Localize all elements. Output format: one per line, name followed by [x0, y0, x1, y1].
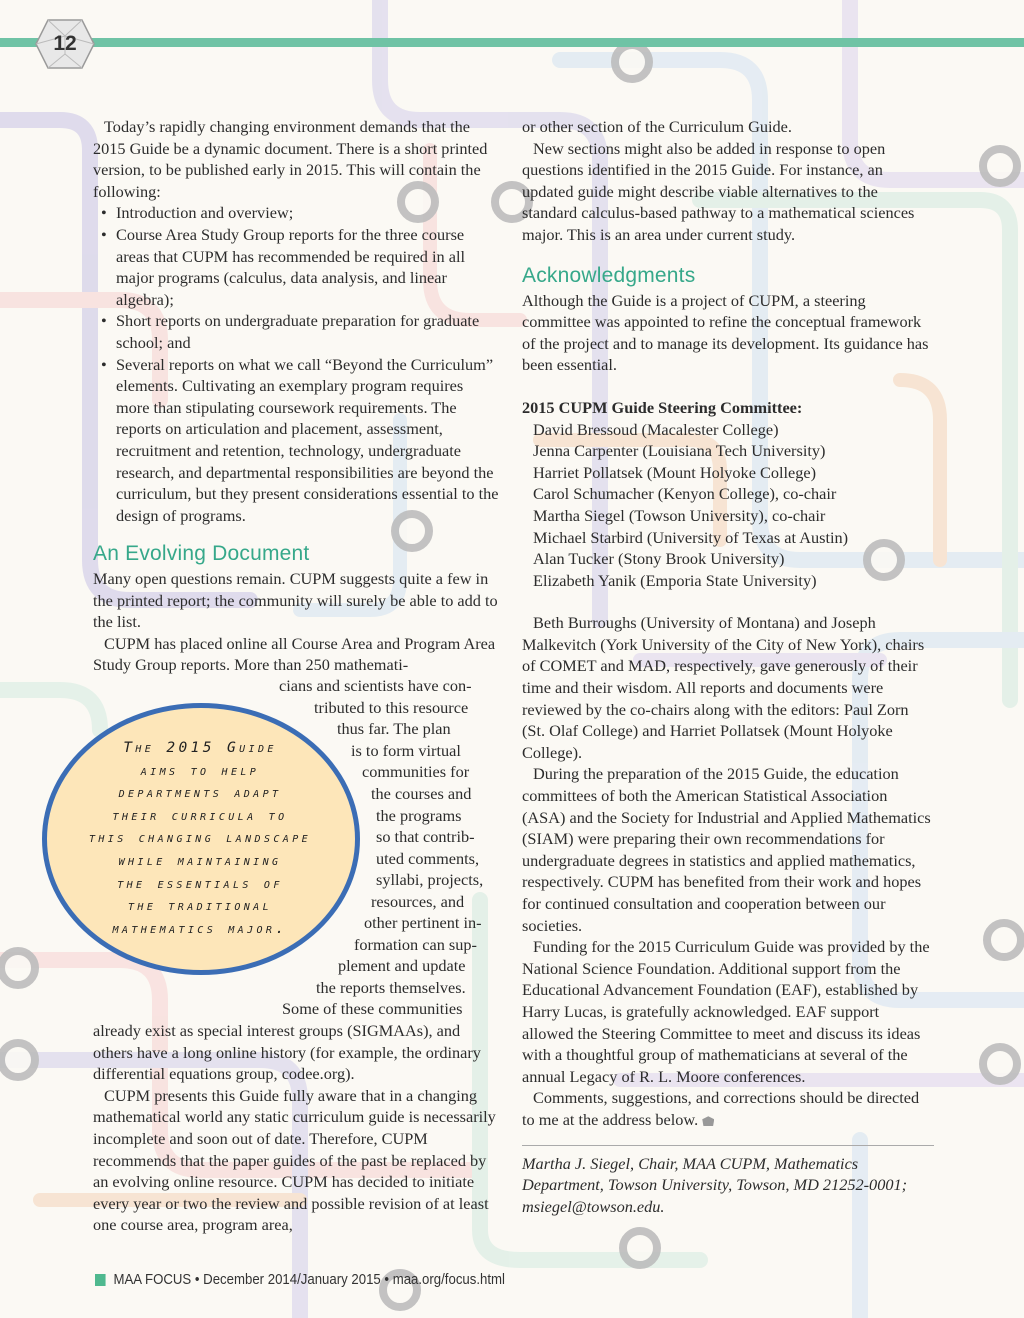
paragraph: Although the Guide is a project of CUPM, a steering committee was appointed to refine the conceptual framework of the project and to manage its development. Its guidance has been essential.	[522, 290, 929, 375]
pull-quote-line: the essentials of	[117, 875, 283, 892]
right-column	[522, 116, 934, 1217]
list-item: Elizabeth Yanik (Emporia State University)	[533, 570, 817, 590]
pull-quote-line: The 2015 Guide	[123, 740, 277, 756]
evolving-section	[93, 540, 499, 676]
paragraph: CUPM presents this Guide fully aware that in a changing mathematical world any static curriculum guide is necessarily incomplete and soon out of date. Therefore, CUPM recommends that the paper guides of the past be replaced by an evolving online resource. CUPM has decided to initiate every year or two the review and possible revision of at least one course area, program area,	[93, 1085, 496, 1235]
text-line: Some of these communities	[282, 999, 463, 1018]
pull-quote-line: their curricula to	[112, 807, 288, 824]
page-footer	[95, 1271, 505, 1288]
paragraph: or other section of the Curriculum Guide.	[522, 117, 792, 136]
committee-list	[522, 419, 934, 592]
text-line: the programs	[376, 806, 462, 825]
text-line: is to form virtual	[351, 741, 461, 760]
page-number: 12	[53, 32, 77, 55]
header-rule	[0, 38, 1024, 47]
list-item: Jenna Carpenter (Louisiana Tech University)	[533, 441, 826, 461]
text-line: plement and update	[338, 956, 466, 975]
text-line: resources, and	[371, 892, 465, 911]
list-item: Martha Siegel (Towson University), co-chair	[533, 505, 826, 525]
pull-quote-line: aims to help	[140, 762, 260, 779]
footer-square-icon	[95, 1274, 106, 1286]
committee-title: 2015 CUPM Guide Steering Committee:	[522, 397, 803, 417]
left-column-bottom	[93, 1020, 499, 1236]
intro-paragraph: Today’s rapidly changing environment demands that the 2015 Guide be a dynamic document. There is a short printed version, to be published early in 2015. This will contain the following:	[93, 117, 488, 201]
paragraph: CUPM has placed online all Course Area and Program Area Study Group reports. More than 250 mathemati-	[93, 633, 496, 675]
text-line: cians and scientists have con-	[279, 676, 472, 695]
left-column	[93, 116, 499, 526]
paragraph: Many open questions remain. CUPM suggests quite a few in the printed report; the community will surely be able to add to the list.	[93, 569, 498, 632]
contents-list	[93, 202, 499, 526]
pull-quote-text	[55, 737, 345, 940]
paragraph: During the preparation of the 2015 Guide, the education committees of both the American Statistical Association (ASA) and the Society for Industrial and Applied Mathematics (SIAM) were preparing their own recommendations for undergraduate degrees in statistics and applied mathematics, respectively. CUPM has benefited from their work and hopes for continued consultation and cooperation between our societies.	[522, 764, 931, 935]
text-line: communities for	[362, 762, 470, 781]
paragraph: New sections might also be added in response to open questions identified in the 2015 Guide. For instance, an updated guide might describe viable alternatives to the standard calculus-based pathway to a mathematical sciences major. This is an area under current study.	[522, 138, 915, 244]
list-item: Carol Schumacher (Kenyon College), co-chair	[533, 484, 837, 504]
list-item: Alan Tucker (Stony Brook University)	[533, 549, 785, 569]
list-item: • Course Area Study Group reports for the three course areas that CUPM has recommended be required in all major programs (calculus, data analysis, and linear algebra);	[116, 224, 499, 310]
list-item: • Several reports on what we call “Beyond the Curriculum” elements. Cultivating an exemplary program requires more than stipulating coursework requirements. The reports on articulation and placement, assessment, recruitment and retention, technology, undergraduate research, and departmental responsibilities are beyond the curriculum, but they present considerations essential to the design of programs.	[116, 354, 499, 527]
list-item: • Introduction and overview;	[116, 202, 499, 224]
text-line: tributed to this resource	[314, 698, 469, 717]
pull-quote-line: the traditional	[127, 898, 273, 915]
section-heading-evolving: An Evolving Document	[93, 542, 310, 565]
paragraph: Funding for the 2015 Curriculum Guide was provided by the National Science Foundation. Additional support from the Educational Advancement Foundation (EAF), established by Harry Lucas, is gratefully acknowledged. EAF support allowed the Steering Committee to meet and discuss its ideas with a thoughtful group of mathematicians at several of the annual Legacy of R. L. Moore conferences.	[522, 937, 930, 1086]
author-signature: Martha J. Siegel, Chair, MAA CUPM, Mathematics Department, Towson University, Towson, MD 21252-0001; msiegel@towson.edu.	[522, 1145, 934, 1218]
closing-text: Comments, suggestions, and corrections should be directed to me at the address below.	[522, 1088, 920, 1129]
text-line: so that contrib-	[376, 827, 475, 846]
pull-quote-line: while maintaining	[118, 852, 282, 869]
pull-quote-line: mathematics major.	[112, 920, 288, 937]
text-line: the reports themselves.	[316, 978, 466, 997]
text-line: thus far. The plan	[337, 719, 451, 738]
list-item: • Short reports on undergraduate preparation for graduate school; and	[116, 310, 499, 353]
list-item: David Bressoud (Macalester College)	[533, 419, 779, 439]
section-heading-acknowledgments: Acknowledgments	[522, 263, 696, 287]
text-line: syllabi, projects,	[376, 870, 484, 889]
text-line: other pertinent in-	[364, 913, 482, 932]
text-line: formation can sup-	[354, 935, 477, 954]
pull-quote-line: this changing landscape	[88, 830, 312, 847]
paragraph	[522, 1087, 934, 1130]
end-mark-icon	[702, 1116, 714, 1126]
list-item: Michael Starbird (University of Texas at Austin)	[533, 527, 849, 547]
paragraph: Beth Burroughs (University of Montana) and Joseph Malkevitch (York University of the City of New York), chairs of COMET and MAD, respectively, gave generously of their time and their wisdom. All reports and documents were reviewed by the co-chairs along with the editors: Paul Zorn (St. Olaf College) and Harriet Pollatsek (Mount Holyoke College).	[522, 613, 925, 762]
paragraph: already exist as special interest groups (SIGMAAs), and others have a long online history (for example, the ordinary differential equations group, codee.org).	[93, 1021, 481, 1084]
list-item: Harriet Pollatsek (Mount Holyoke College)	[533, 462, 817, 482]
footer-text: MAA FOCUS • December 2014/January 2015 • maa.org/focus.html	[113, 1271, 505, 1288]
text-line: uted comments,	[376, 849, 480, 868]
pull-quote-line: departments adapt	[118, 785, 282, 802]
text-line: the courses and	[371, 784, 472, 803]
